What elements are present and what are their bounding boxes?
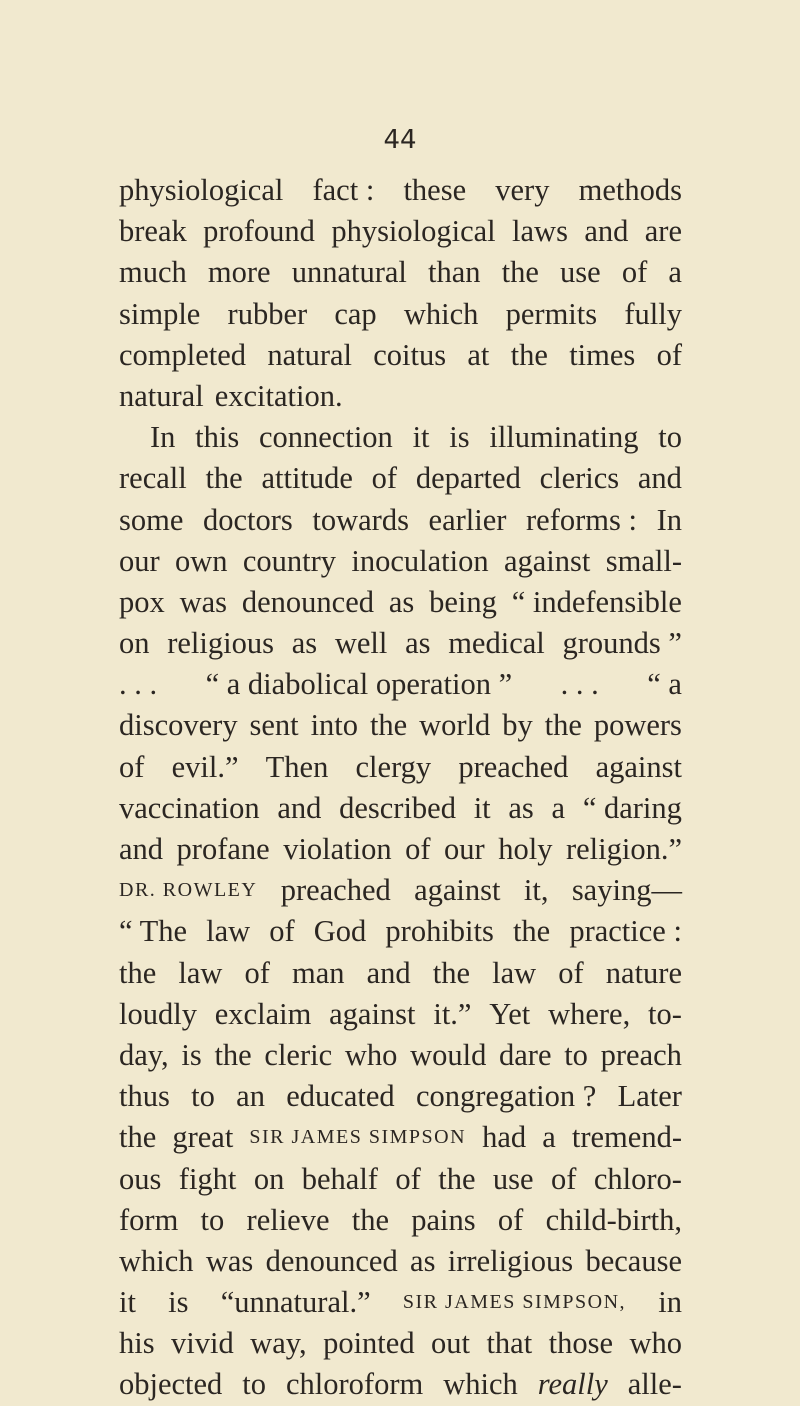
word: . . . bbox=[560, 667, 599, 702]
word: medical bbox=[448, 626, 545, 661]
word: those bbox=[548, 1326, 614, 1361]
word: the bbox=[501, 255, 539, 290]
small-caps-name: SIR JAMES SIMPSON, bbox=[402, 1291, 627, 1314]
word: into bbox=[310, 708, 359, 743]
word: saying— bbox=[571, 873, 682, 908]
word: religion.” bbox=[565, 832, 682, 866]
word: laws bbox=[512, 214, 568, 249]
word: “ daring bbox=[582, 790, 682, 825]
word: attitude bbox=[261, 461, 353, 496]
word: fight bbox=[178, 1161, 237, 1196]
word: the bbox=[510, 337, 548, 372]
word: “ indefensible bbox=[511, 584, 682, 619]
word: against bbox=[414, 873, 501, 908]
text-line bbox=[119, 170, 682, 211]
text-line bbox=[119, 1159, 682, 1200]
word: is bbox=[168, 1285, 189, 1320]
word: out bbox=[431, 1326, 470, 1361]
word: as bbox=[291, 626, 318, 661]
word: law bbox=[492, 955, 537, 990]
text-line bbox=[119, 458, 682, 499]
word: would bbox=[410, 1037, 487, 1072]
word: against bbox=[503, 543, 591, 578]
text-line bbox=[119, 1364, 682, 1405]
word: pox bbox=[119, 584, 165, 619]
word: day, bbox=[119, 1037, 169, 1072]
word: was bbox=[179, 584, 228, 619]
word: who bbox=[344, 1037, 398, 1072]
word: it.” bbox=[433, 996, 472, 1031]
word: vivid bbox=[171, 1326, 234, 1361]
word: is bbox=[181, 1037, 202, 1072]
text-line bbox=[119, 953, 682, 994]
word: ous bbox=[119, 1161, 162, 1196]
text-line bbox=[119, 1282, 682, 1323]
word: objected bbox=[119, 1367, 223, 1402]
word: the bbox=[369, 708, 408, 743]
word: it bbox=[412, 420, 430, 455]
text-line bbox=[119, 582, 682, 623]
word: to bbox=[658, 420, 682, 455]
word: is bbox=[449, 420, 470, 455]
word: natural bbox=[119, 378, 204, 413]
word: and bbox=[277, 790, 322, 825]
word: congregation ? bbox=[415, 1079, 597, 1114]
word: the bbox=[119, 1120, 157, 1155]
word: completed bbox=[119, 337, 247, 372]
small-caps-name: SIR JAMES SIMPSON bbox=[249, 1126, 467, 1149]
word: behalf bbox=[301, 1161, 378, 1196]
word: recall bbox=[119, 461, 187, 496]
word: “unnatural.” bbox=[220, 1285, 371, 1320]
word: and bbox=[637, 461, 682, 496]
small-caps-name: DR. ROWLEY bbox=[119, 879, 258, 902]
word: the bbox=[205, 461, 243, 496]
text-line bbox=[119, 870, 682, 911]
word: of bbox=[551, 1161, 577, 1196]
word: are bbox=[644, 214, 682, 249]
word: In bbox=[656, 502, 682, 537]
word: preached bbox=[458, 749, 569, 784]
text-line bbox=[119, 500, 682, 541]
text-line bbox=[119, 829, 682, 870]
word: fully bbox=[624, 296, 682, 331]
word: a bbox=[551, 790, 566, 825]
word: to bbox=[191, 1079, 215, 1114]
word: irreligious bbox=[447, 1243, 574, 1278]
word: tremend- bbox=[571, 1120, 682, 1155]
word: Later bbox=[617, 1079, 682, 1114]
word: illuminating bbox=[489, 420, 639, 455]
word: relieve bbox=[246, 1202, 330, 1237]
word: prohibits bbox=[385, 914, 494, 949]
word: because bbox=[585, 1243, 682, 1278]
word: of bbox=[558, 955, 584, 990]
word: the bbox=[214, 1037, 252, 1072]
text-line bbox=[119, 211, 682, 252]
word: to- bbox=[648, 996, 682, 1031]
word: than bbox=[428, 255, 481, 290]
word: well bbox=[334, 626, 388, 661]
word: coitus bbox=[373, 337, 447, 372]
word: pains bbox=[411, 1202, 476, 1237]
word: to bbox=[200, 1202, 225, 1237]
word: it bbox=[473, 790, 491, 825]
text-line bbox=[119, 623, 682, 664]
word: of bbox=[244, 955, 270, 990]
word: of bbox=[119, 749, 145, 784]
word: evil.” bbox=[171, 749, 239, 784]
word: pointed bbox=[323, 1326, 415, 1361]
word: methods bbox=[578, 173, 682, 207]
page-number: 44 bbox=[383, 125, 417, 155]
text-line bbox=[119, 994, 682, 1035]
word: law bbox=[178, 955, 223, 990]
word: religious bbox=[167, 626, 274, 661]
italic-word: really bbox=[537, 1367, 608, 1402]
word: was bbox=[205, 1243, 254, 1278]
word: times bbox=[569, 337, 636, 372]
text-line bbox=[119, 417, 682, 458]
word: profane bbox=[176, 832, 270, 866]
word: permits bbox=[505, 296, 598, 331]
text-line bbox=[119, 541, 682, 582]
word: break bbox=[119, 214, 187, 249]
word: against bbox=[595, 749, 682, 784]
word: departed bbox=[415, 461, 521, 496]
text-line bbox=[119, 1035, 682, 1076]
word: very bbox=[495, 173, 550, 207]
word: small- bbox=[605, 543, 682, 578]
text-line bbox=[119, 1117, 682, 1158]
text-line bbox=[119, 1076, 682, 1117]
word: the bbox=[438, 1161, 476, 1196]
word: of bbox=[405, 832, 431, 866]
word: God bbox=[313, 914, 367, 949]
word: where, bbox=[548, 996, 631, 1031]
word: who bbox=[629, 1326, 682, 1361]
word: the bbox=[432, 955, 471, 990]
word: preached bbox=[280, 873, 391, 908]
word: against bbox=[329, 996, 416, 1031]
word: great bbox=[172, 1120, 234, 1155]
word: child-birth, bbox=[545, 1202, 682, 1237]
word: which bbox=[119, 1243, 194, 1278]
word: grounds ” bbox=[562, 626, 682, 661]
word: of bbox=[656, 337, 682, 372]
word: nature bbox=[605, 955, 682, 990]
word: our bbox=[444, 832, 485, 866]
word: which bbox=[443, 1367, 518, 1402]
word: chloro- bbox=[593, 1161, 682, 1196]
word: law bbox=[206, 914, 251, 949]
word: educated bbox=[286, 1079, 395, 1114]
word: form bbox=[119, 1202, 179, 1237]
word: as bbox=[388, 584, 415, 619]
word: as bbox=[508, 790, 534, 825]
word: inoculation bbox=[351, 543, 489, 578]
word: it bbox=[119, 1285, 136, 1320]
word: unnatural bbox=[291, 255, 407, 290]
word: by bbox=[502, 708, 533, 743]
word: excitation. bbox=[214, 378, 343, 413]
word: “ a diabolical operation ” bbox=[205, 667, 513, 702]
word: our bbox=[119, 543, 160, 578]
word: being bbox=[429, 584, 497, 619]
word: to bbox=[242, 1367, 267, 1402]
word: reforms : bbox=[526, 502, 637, 537]
word: of bbox=[269, 914, 295, 949]
word: and bbox=[584, 214, 629, 249]
word: more bbox=[207, 255, 271, 290]
word: loudly bbox=[119, 996, 197, 1031]
word: as bbox=[410, 1243, 436, 1278]
word: sent bbox=[249, 708, 299, 743]
word: earlier bbox=[428, 502, 507, 537]
word: thus bbox=[119, 1079, 170, 1114]
word: doctors bbox=[202, 502, 293, 537]
word: of bbox=[371, 461, 398, 496]
text-line bbox=[119, 911, 682, 952]
word: in bbox=[658, 1285, 682, 1320]
word: much bbox=[119, 255, 187, 290]
word: that bbox=[486, 1326, 533, 1361]
word: connection bbox=[259, 420, 393, 455]
word: on bbox=[119, 626, 150, 661]
word: a bbox=[668, 255, 682, 290]
word: physiological bbox=[331, 214, 496, 249]
text-line bbox=[119, 747, 682, 788]
word: as bbox=[405, 626, 431, 661]
word: these bbox=[403, 173, 467, 207]
word: In bbox=[150, 420, 176, 455]
word: an bbox=[236, 1079, 265, 1114]
word: simple bbox=[119, 296, 201, 331]
word: “ The bbox=[119, 914, 188, 949]
text-line bbox=[119, 252, 682, 293]
word: the bbox=[351, 1202, 390, 1237]
text-line bbox=[119, 705, 682, 746]
word: to bbox=[564, 1037, 588, 1072]
word: and bbox=[119, 832, 164, 866]
word: way, bbox=[250, 1326, 307, 1361]
word: and bbox=[366, 955, 411, 990]
word: exclaim bbox=[214, 996, 312, 1031]
word: rubber bbox=[227, 296, 308, 331]
word: of bbox=[497, 1202, 524, 1237]
word: physiological bbox=[119, 173, 284, 207]
word: dare bbox=[499, 1037, 552, 1072]
word: violation bbox=[283, 832, 392, 866]
text-line bbox=[119, 335, 682, 376]
word: his bbox=[119, 1326, 155, 1361]
word: cleric bbox=[264, 1037, 333, 1072]
word: cap bbox=[334, 296, 377, 331]
word: the bbox=[512, 914, 551, 949]
word: had bbox=[482, 1120, 527, 1155]
word: natural bbox=[267, 337, 352, 372]
word: use bbox=[560, 255, 601, 290]
text-line bbox=[119, 664, 682, 705]
text-line bbox=[119, 1323, 682, 1364]
word: Then bbox=[265, 749, 329, 784]
text-line bbox=[119, 1200, 682, 1241]
word: some bbox=[119, 502, 184, 537]
word: holy bbox=[498, 832, 553, 866]
word: the bbox=[119, 955, 157, 990]
text-line bbox=[119, 294, 682, 335]
word: discovery bbox=[119, 708, 238, 743]
word: denounced bbox=[241, 584, 374, 619]
word: country bbox=[242, 543, 337, 578]
word: clergy bbox=[355, 749, 432, 784]
word: a bbox=[542, 1120, 556, 1155]
word: . . . bbox=[119, 667, 158, 702]
word: of bbox=[621, 255, 648, 290]
word: world bbox=[419, 708, 491, 743]
word: vaccination bbox=[119, 790, 260, 825]
word: chloroform bbox=[286, 1367, 424, 1402]
text-line bbox=[119, 376, 682, 417]
word: powers bbox=[593, 708, 682, 743]
word: of bbox=[395, 1161, 421, 1196]
text-line bbox=[119, 1241, 682, 1282]
word: denounced bbox=[265, 1243, 398, 1278]
word: own bbox=[175, 543, 228, 578]
word: the bbox=[544, 708, 582, 743]
text-line bbox=[119, 788, 682, 829]
word: “ a bbox=[647, 667, 682, 702]
word: man bbox=[292, 955, 345, 990]
word: towards bbox=[312, 502, 409, 537]
word: fact : bbox=[312, 173, 375, 207]
word: clerics bbox=[539, 461, 620, 496]
word: alle- bbox=[627, 1367, 682, 1402]
word: at bbox=[467, 337, 490, 372]
word: it, bbox=[523, 873, 549, 908]
body-text bbox=[119, 170, 682, 1406]
word: use bbox=[492, 1161, 534, 1196]
word: this bbox=[195, 420, 240, 455]
word: preach bbox=[600, 1037, 682, 1072]
word: profound bbox=[203, 214, 315, 249]
word: on bbox=[253, 1161, 285, 1196]
word: which bbox=[403, 296, 479, 331]
word: practice : bbox=[569, 914, 682, 949]
word: described bbox=[339, 790, 456, 825]
word: Yet bbox=[489, 996, 531, 1031]
